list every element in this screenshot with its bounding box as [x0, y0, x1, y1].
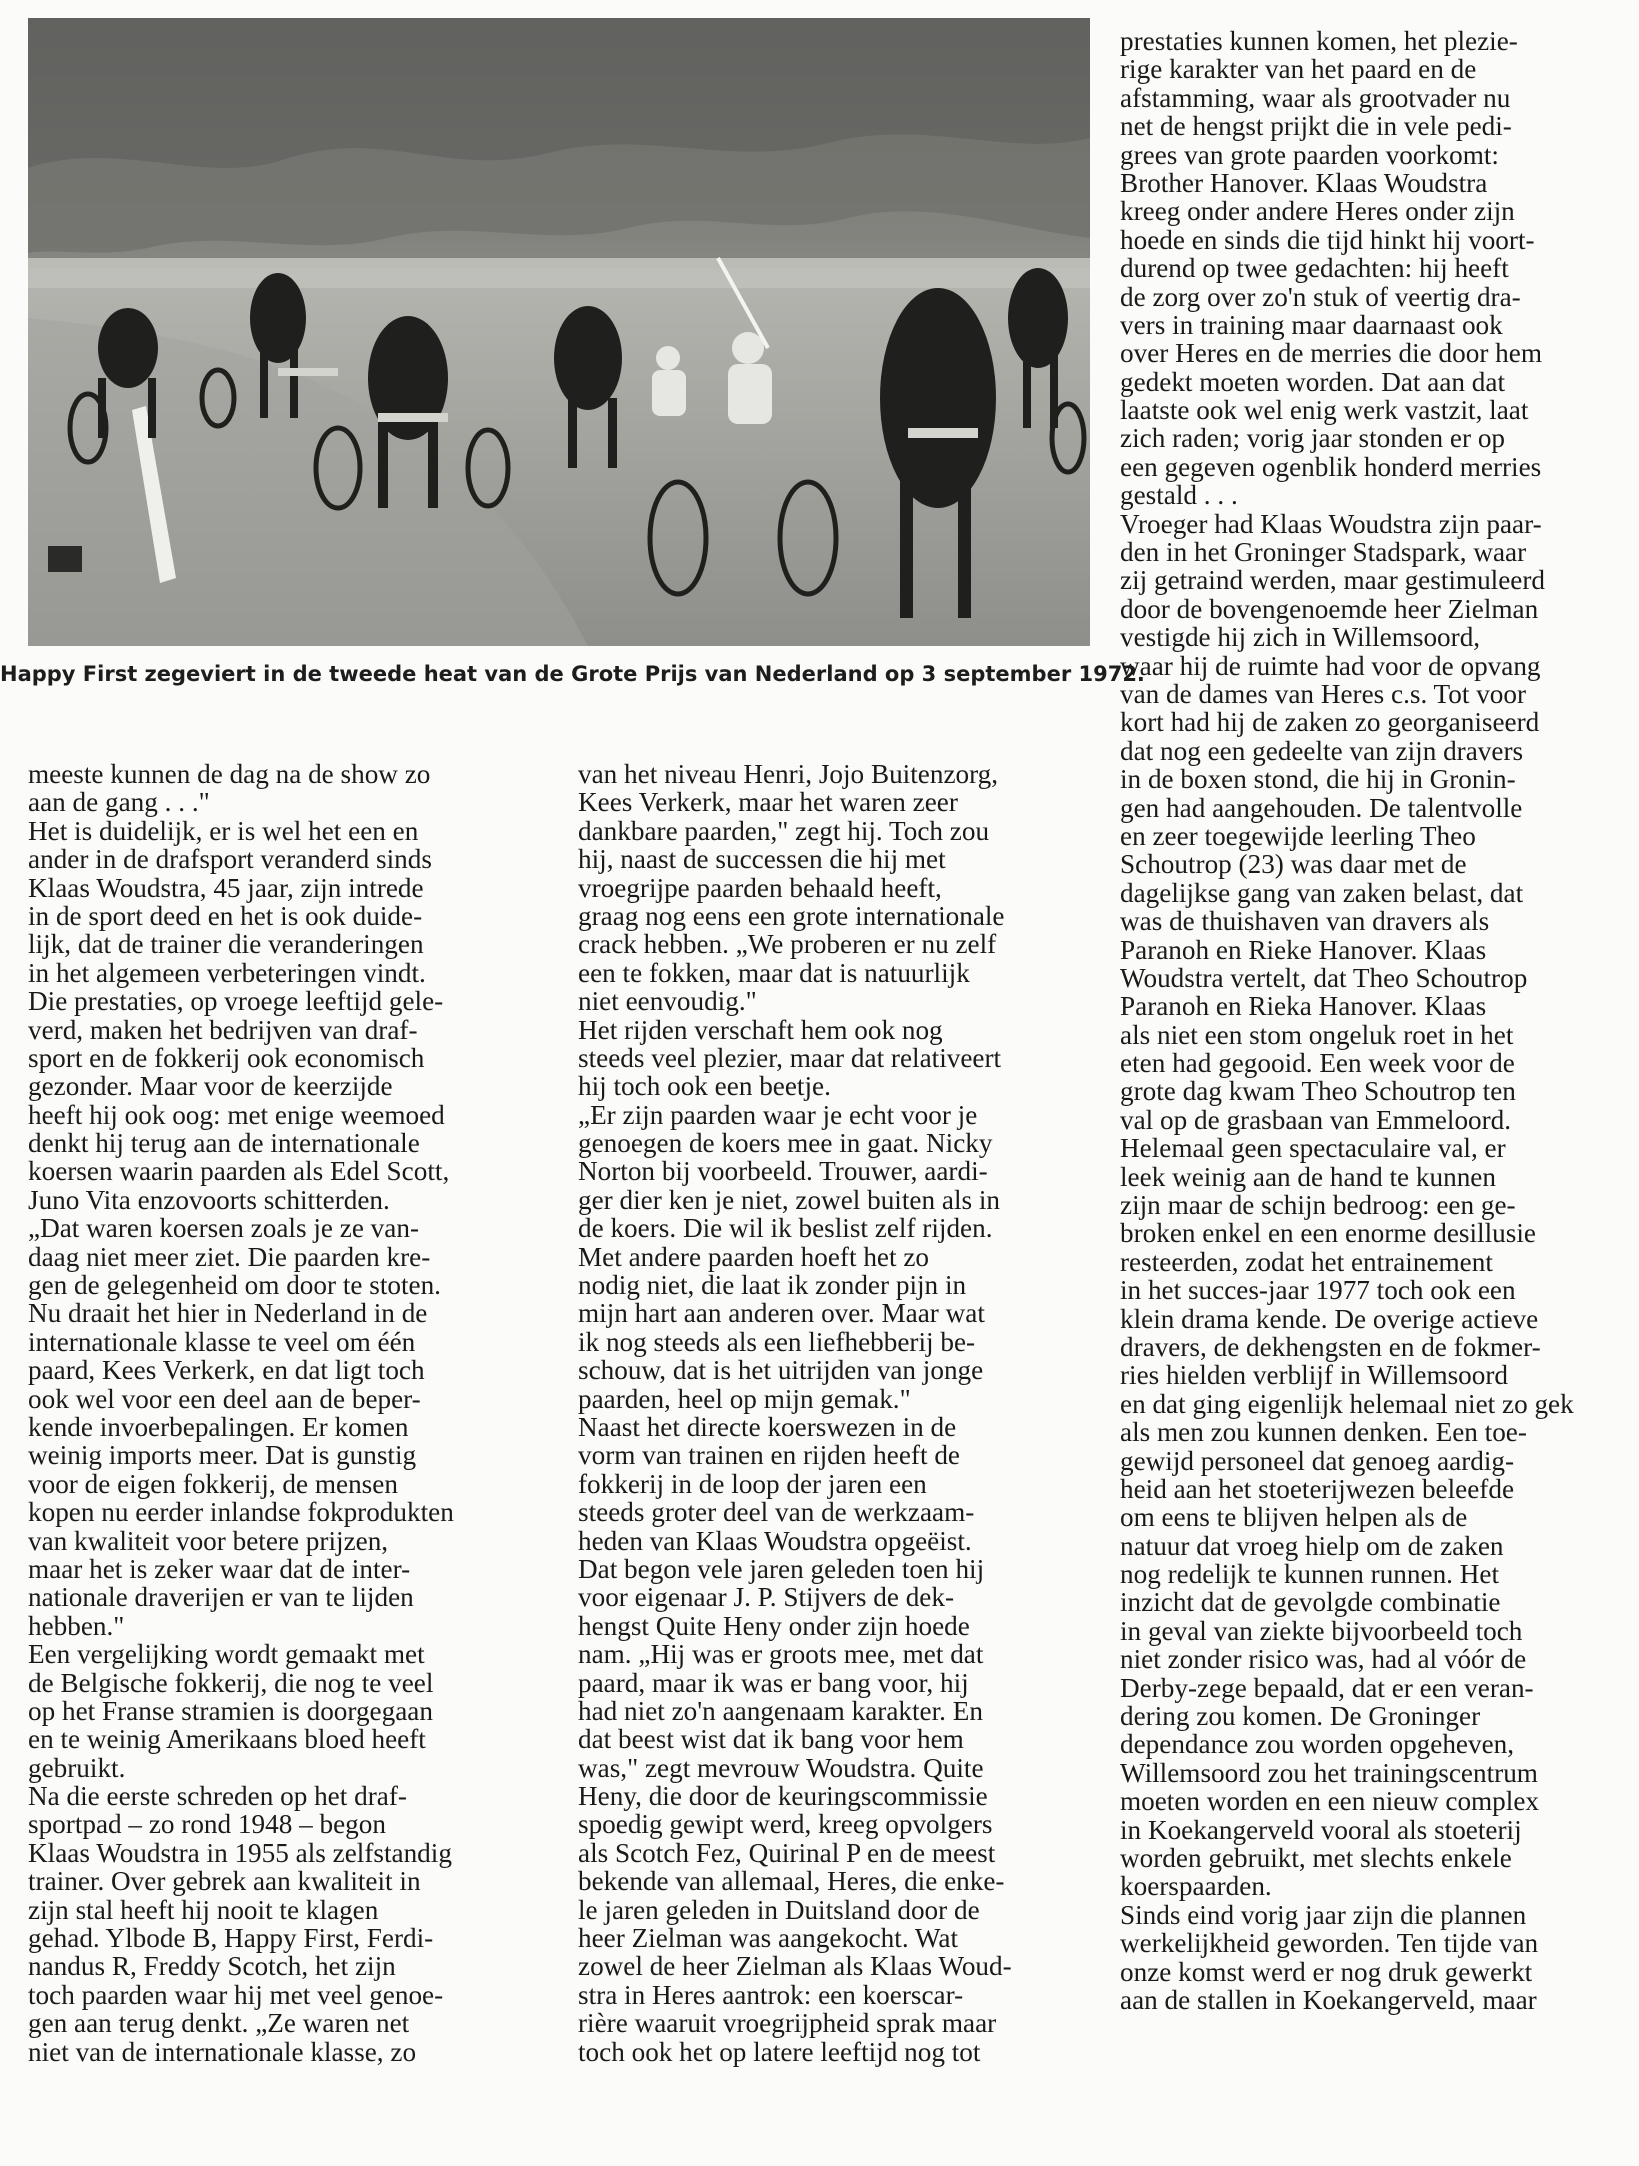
text-line: en te weinig Amerikaans bloed heeft: [28, 1724, 426, 1755]
text-line: nodig niet, die laat ik zonder pijn in: [578, 1270, 967, 1301]
text-line: zich raden; vorig jaar stonden er op: [1120, 423, 1506, 454]
text-line: voor eigenaar J. P. Stijvers de dek-: [578, 1582, 955, 1613]
text-line: in het algemeen verbeteringen vindt.: [28, 957, 426, 988]
text-line: zijn maar de schijn bedroog: een ge-: [1120, 1190, 1516, 1221]
text-line: moeten worden en een nieuw complex: [1120, 1786, 1539, 1817]
text-line: steeds veel plezier, maar dat relativeert: [578, 1042, 1002, 1073]
text-line: toch paarden waar hij met veel genoe-: [28, 1979, 444, 2010]
text-line: koerspaarden.: [1120, 1871, 1272, 1902]
race-photo: [28, 18, 1090, 646]
text-line: en zeer toegewijde leerling Theo: [1120, 820, 1476, 851]
text-line: spoedig gewipt werd, kreeg opvolgers: [578, 1809, 993, 1840]
text-line: verd, maken het bedrijven van draf-: [28, 1014, 418, 1045]
text-line: dankbare paarden," zegt hij. Toch zou: [578, 815, 990, 846]
text-line: broken enkel en een enorme desillusie: [1120, 1218, 1536, 1249]
text-line: klein drama kende. De overige actieve: [1120, 1303, 1539, 1334]
text-line: hoede en sinds die tijd hinkt hij voort-: [1120, 224, 1535, 255]
text-line: Die prestaties, op vroege leeftijd gele-: [28, 986, 444, 1017]
text-line: denkt hij terug aan de internationale: [28, 1128, 420, 1159]
text-line: gehad. Ylbode B, Happy First, Ferdi-: [28, 1923, 434, 1954]
text-line: kort had hij de zaken zo georganiseerd: [1120, 707, 1540, 738]
text-line: mijn hart aan anderen over. Maar wat: [578, 1298, 985, 1329]
text-line: den in het Groninger Stadspark, waar: [1120, 537, 1527, 568]
text-line: crack hebben. „We proberen er nu zelf: [578, 929, 997, 960]
text-line: als Scotch Fez, Quirinal P en de meest: [578, 1837, 996, 1868]
text-line: was de thuishaven van dravers als: [1120, 906, 1490, 937]
text-line: net de hengst prijkt die in vele pedi-: [1120, 111, 1512, 142]
text-line: nog redelijk te kunnen runnen. Het: [1120, 1559, 1500, 1590]
text-line: bekende van allemaal, Heres, die enke-: [578, 1866, 1005, 1897]
text-line: gen aan terug denkt. „Ze waren net: [28, 2008, 410, 2039]
text-line: nandus R, Freddy Scotch, het zijn: [28, 1951, 396, 1982]
text-line: inzicht dat de gevolgde combinatie: [1120, 1587, 1501, 1618]
text-line: op het Franse stramien is doorgegaan: [28, 1695, 433, 1726]
text-line: in Koekangerveld vooral als stoeterij: [1120, 1814, 1522, 1845]
text-line: ander in de drafsport veranderd sinds: [28, 844, 432, 875]
text-line: gewijd personeel dat genoeg aardig-: [1120, 1445, 1515, 1476]
text-line: resteerden, zodat het entrainement: [1120, 1246, 1493, 1277]
text-line: van de dames van Heres c.s. Tot voor: [1120, 678, 1527, 709]
text-line: een gegeven ogenblik honderd merries: [1120, 451, 1542, 482]
text-line: hengst Quite Heny onder zijn hoede: [578, 1610, 970, 1641]
text-line: vorm van trainen en rijden heeft de: [578, 1440, 960, 1471]
text-line: een te fokken, maar dat is natuurlijk: [578, 957, 970, 988]
text-line: kreeg onder andere Heres onder zijn: [1120, 196, 1515, 227]
text-line: Vroeger had Klaas Woudstra zijn paar-: [1120, 508, 1542, 539]
text-line: prestaties kunnen komen, het plezie-: [1120, 26, 1518, 56]
text-line: heid aan het stoeterijwezen beleefde: [1120, 1473, 1515, 1504]
text-line: Willemsoord zou het trainingscentrum: [1120, 1757, 1538, 1788]
text-line: eten had gegooid. Een week voor de: [1120, 1048, 1515, 1079]
text-line: Kees Verkerk, maar het waren zeer: [578, 787, 958, 818]
text-line: Woudstra vertelt, dat Theo Schoutrop: [1120, 962, 1528, 993]
text-line: ik nog steeds als een liefhebberij be-: [578, 1326, 976, 1357]
text-line: nam. „Hij was er groots mee, met dat: [578, 1639, 984, 1670]
text-line: kende invoerbepalingen. Er komen: [28, 1411, 409, 1442]
text-line: heer Zielman was aangekocht. Wat: [578, 1923, 959, 1954]
text-line: gen de gelegenheid om door te stoten.: [28, 1270, 441, 1301]
text-line: dat beest wist dat ik bang voor hem: [578, 1724, 964, 1755]
text-column-3: [1120, 27, 1632, 2014]
text-line: Het rijden verschaft hem ook nog: [578, 1014, 943, 1045]
text-line: dependance zou worden opgeheven,: [1120, 1729, 1515, 1760]
text-line: Naast het directe koerswezen in de: [578, 1411, 957, 1442]
text-line: genoegen de koers mee in gaat. Nicky: [578, 1128, 993, 1159]
text-line: hij toch ook een beetje.: [578, 1071, 831, 1102]
text-line: meeste kunnen de dag na de show zo: [28, 759, 431, 789]
text-line: de Belgische fokkerij, die nog te veel: [28, 1667, 434, 1698]
text-line: als niet een stom ongeluk roet in het: [1120, 1019, 1514, 1050]
text-line: in de boxen stond, die hij in Gronin-: [1120, 764, 1516, 795]
text-line: kopen nu eerder inlandse fokprodukten: [28, 1497, 454, 1528]
text-line: aan de gang . . .": [28, 787, 210, 818]
text-line: Met andere paarden hoeft het zo: [578, 1241, 929, 1272]
text-line: nationale draverijen er van te lijden: [28, 1582, 414, 1613]
text-line: paard, Kees Verkerk, en dat ligt toch: [28, 1355, 425, 1386]
text-column-2: [578, 760, 1090, 2066]
text-line: rière waaruit vroegrijpheid sprak maar: [578, 2008, 997, 2039]
text-line: Derby-zege bepaald, dat er een veran-: [1120, 1672, 1534, 1703]
text-line: internationale klasse te veel om één: [28, 1326, 416, 1357]
text-line: Na die eerste schreden op het draf-: [28, 1781, 407, 1812]
text-column-1: [28, 760, 540, 2066]
text-line: toch ook het op latere leeftijd nog tot: [578, 2036, 981, 2067]
text-line: over Heres en de merries die door hem: [1120, 338, 1542, 369]
text-line: Norton bij voorbeeld. Trouwer, aardi-: [578, 1156, 988, 1187]
text-line: om eens te blijven helpen als de: [1120, 1502, 1468, 1533]
text-line: de koers. Die wil ik beslist zelf rijden.: [578, 1213, 993, 1244]
text-line: ger dier ken je niet, zowel buiten als in: [578, 1184, 1001, 1215]
text-line: niet zonder risico was, had al vóór de: [1120, 1644, 1527, 1675]
text-line: gebruikt.: [28, 1752, 126, 1783]
text-line: le jaren geleden in Duitsland door de: [578, 1894, 980, 1925]
text-line: waar hij de ruimte had voor de opvang: [1120, 650, 1541, 681]
text-line: niet van de internationale klasse, zo: [28, 2036, 417, 2067]
text-line: Klaas Woudstra in 1955 als zelfstandig: [28, 1837, 452, 1868]
text-line: Juno Vita enzovoorts schitterden.: [28, 1184, 390, 1215]
text-line: grees van grote paarden voorkomt:: [1120, 139, 1499, 170]
text-line: trainer. Over gebrek aan kwaliteit in: [28, 1866, 421, 1897]
text-line: durend op twee gedachten: hij heeft: [1120, 253, 1509, 284]
text-line: maar het is zeker waar dat de inter-: [28, 1553, 411, 1584]
text-line: steeds groter deel van de werkzaam-: [578, 1497, 975, 1528]
text-line: hebben.": [28, 1610, 125, 1641]
text-line: koersen waarin paarden als Edel Scott,: [28, 1156, 450, 1187]
text-line: dat nog een gedeelte van zijn dravers: [1120, 735, 1524, 766]
text-line: Schoutrop (23) was daar met de: [1120, 849, 1467, 880]
text-line: en dat ging eigenlijk helemaal niet zo gek: [1120, 1388, 1574, 1419]
text-line: weinig imports meer. Dat is gunstig: [28, 1440, 417, 1471]
text-line: Nu draait het hier in Nederland in de: [28, 1298, 428, 1329]
text-line: gestald . . .: [1120, 480, 1238, 511]
text-line: Heny, die door de keuringscommissie: [578, 1781, 988, 1812]
text-line: stra in Heres aantrok: een koerscar-: [578, 1979, 964, 2010]
text-line: aan de stallen in Koekangerveld, maar: [1120, 1984, 1537, 2015]
text-line: val op de grasbaan van Emmeloord.: [1120, 1104, 1512, 1135]
text-line: „Dat waren koersen zoals je ze van-: [28, 1213, 419, 1244]
text-line: Brother Hanover. Klaas Woudstra: [1120, 167, 1488, 198]
text-line: de zorg over zo'n stuk of veertig dra-: [1120, 281, 1521, 312]
text-line: zowel de heer Zielman als Klaas Woud-: [578, 1951, 1012, 1982]
text-line: laatste ook wel enig werk vastzit, laat: [1120, 395, 1529, 426]
text-line: paard, maar ik was er bang voor, hij: [578, 1667, 969, 1698]
text-line: fokkerij in de loop der jaren een: [578, 1468, 927, 1499]
text-line: sportpad – zo rond 1948 – begon: [28, 1809, 386, 1840]
text-line: Dat begon vele jaren geleden toen hij: [578, 1553, 985, 1584]
text-line: worden gebruikt, met slechts enkele: [1120, 1843, 1512, 1873]
text-line: „Er zijn paarden waar je echt voor je: [578, 1099, 978, 1130]
text-line: was," zegt mevrouw Woudstra. Quite: [578, 1752, 984, 1783]
text-line: zij getraind werden, maar gestimuleerd: [1120, 565, 1546, 596]
text-line: Paranoh en Rieka Hanover. Klaas: [1120, 991, 1487, 1022]
text-line: voor de eigen fokkerij, de mensen: [28, 1468, 398, 1499]
text-line: daag niet meer ziet. Die paarden kre-: [28, 1241, 431, 1272]
text-line: hij, naast de successen die hij met: [578, 844, 946, 875]
text-line: natuur dat vroeg hielp om de zaken: [1120, 1530, 1504, 1561]
harness-race-photo-illustration: [28, 18, 1090, 646]
text-line: als men zou kunnen denken. Een toe-: [1120, 1417, 1527, 1448]
text-line: door de bovengenoemde heer Zielman: [1120, 593, 1539, 624]
text-line: heden van Klaas Woudstra opgeëist.: [578, 1525, 972, 1556]
text-line: gezonder. Maar voor de keerzijde: [28, 1071, 393, 1102]
text-line: gen had aangehouden. De talentvolle: [1120, 792, 1523, 823]
text-line: dravers, de dekhengsten en de fokmer-: [1120, 1331, 1541, 1362]
text-line: vestigde hij zich in Willemsoord,: [1120, 622, 1481, 653]
text-line: onze komst werd er nog druk gewerkt: [1120, 1956, 1533, 1987]
text-line: dagelijkse gang van zaken belast, dat: [1120, 877, 1524, 908]
text-line: paarden, heel op mijn gemak.": [578, 1383, 911, 1414]
text-line: vers in training maar daarnaast ook: [1120, 309, 1503, 340]
text-line: gedekt moeten worden. Dat aan dat: [1120, 366, 1506, 397]
text-line: vroegrijpe paarden behaald heeft,: [578, 872, 942, 903]
text-line: Klaas Woudstra, 45 jaar, zijn intrede: [28, 872, 424, 903]
text-line: niet eenvoudig.": [578, 986, 757, 1017]
text-line: Helemaal geen spectaculaire val, er: [1120, 1133, 1506, 1164]
text-line: Het is duidelijk, er is wel het een en: [28, 815, 419, 846]
text-line: afstamming, waar als grootvader nu: [1120, 82, 1511, 113]
text-line: sport en de fokkerij ook economisch: [28, 1042, 425, 1073]
text-line: rige karakter van het paard en de: [1120, 54, 1477, 85]
photo-caption: Happy First zegeviert in de tweede heat van de Grote Prijs van Nederland op 3 september 1972.: [0, 662, 1145, 686]
text-line: schouw, dat is het uitrijden van jonge: [578, 1355, 984, 1386]
text-line: in de sport deed en het is ook duide-: [28, 900, 423, 931]
text-line: van het niveau Henri, Jojo Buitenzorg,: [578, 759, 999, 789]
text-line: Sinds eind vorig jaar zijn die plannen: [1120, 1899, 1527, 1930]
text-line: van kwaliteit voor betere prijzen,: [28, 1525, 389, 1556]
text-line: ook wel voor een deel aan de beper-: [28, 1383, 421, 1414]
text-line: graag nog eens een grote internationale: [578, 900, 1005, 931]
text-line: Paranoh en Rieke Hanover. Klaas: [1120, 934, 1487, 965]
text-line: werkelijkheid geworden. Ten tijde van: [1120, 1928, 1539, 1959]
text-line: had niet zo'n aangenaam karakter. En: [578, 1695, 983, 1726]
text-line: grote dag kwam Theo Schoutrop ten: [1120, 1076, 1516, 1107]
text-line: ries hielden verblijf in Willemsoord: [1120, 1360, 1509, 1391]
text-line: in het succes-jaar 1977 toch ook een: [1120, 1275, 1516, 1306]
text-line: lijk, dat de trainer die veranderingen: [28, 929, 424, 960]
text-line: zijn stal heeft hij nooit te klagen: [28, 1894, 379, 1925]
text-line: heeft hij ook oog: met enige weemoed: [28, 1099, 445, 1130]
text-line: dering zou komen. De Groninger: [1120, 1701, 1481, 1732]
text-line: leek weinig aan de hand te kunnen: [1120, 1161, 1496, 1192]
text-line: in geval van ziekte bijvoorbeeld toch: [1120, 1615, 1523, 1646]
text-line: Een vergelijking wordt gemaakt met: [28, 1639, 425, 1670]
